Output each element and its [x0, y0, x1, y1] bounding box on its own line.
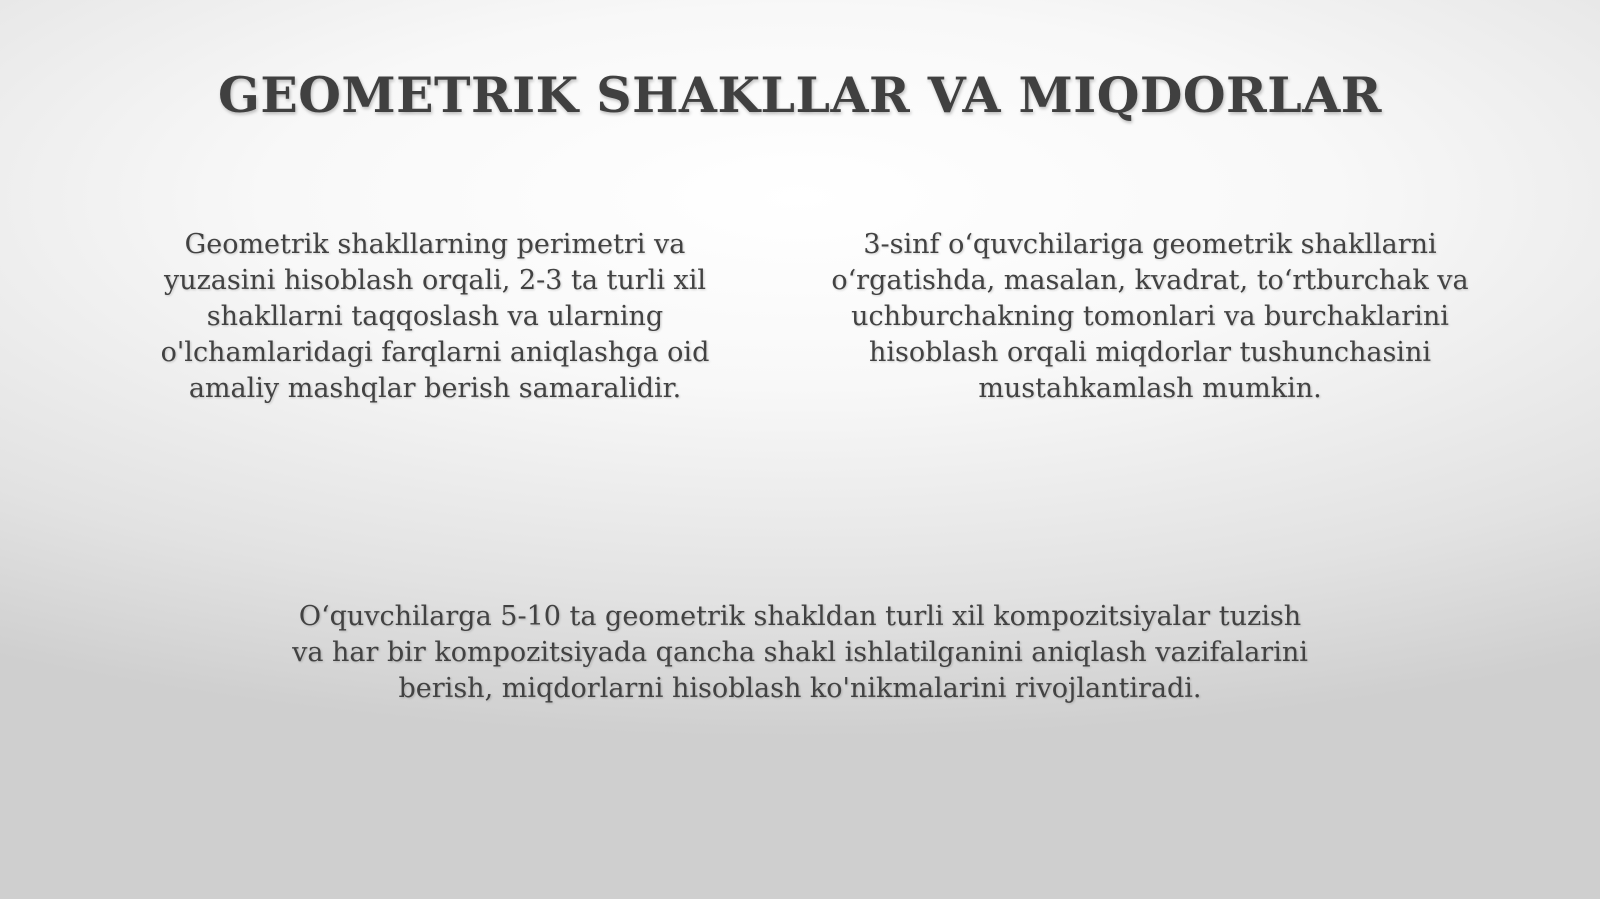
slide-title: GEOMETRIK SHAKLLAR VA MIQDORLAR [218, 66, 1382, 124]
right-text-block: 3-sinf o‘quvchilariga geometrik shakllarni o‘rgatishda, masalan, kvadrat, to‘rtburchak va uchburchakning tomonlari va burchaklarini hisoblash orqali miqdorlar tushunchasini mustahkamlash mumkin. [831, 229, 1469, 404]
bottom-text-block: O‘quvchilarga 5-10 ta geometrik shakldan turli xil kompozitsiyalar tuzish va har bir kompozitsiyada qancha shakl ishlatilganini aniqlash vazifalarini berish, miqdorlarni hisoblash ko'nikmalarini rivojlantiradi. [292, 601, 1308, 704]
left-text-block: Geometrik shakllarning perimetri va yuzasini hisoblash orqali, 2-3 ta turli xil shakllarni taqqoslash va ularning o'lchamlaridagi farqlarni aniqlashga oid amaliy mashqlar berish samaralidir. [160, 229, 710, 404]
